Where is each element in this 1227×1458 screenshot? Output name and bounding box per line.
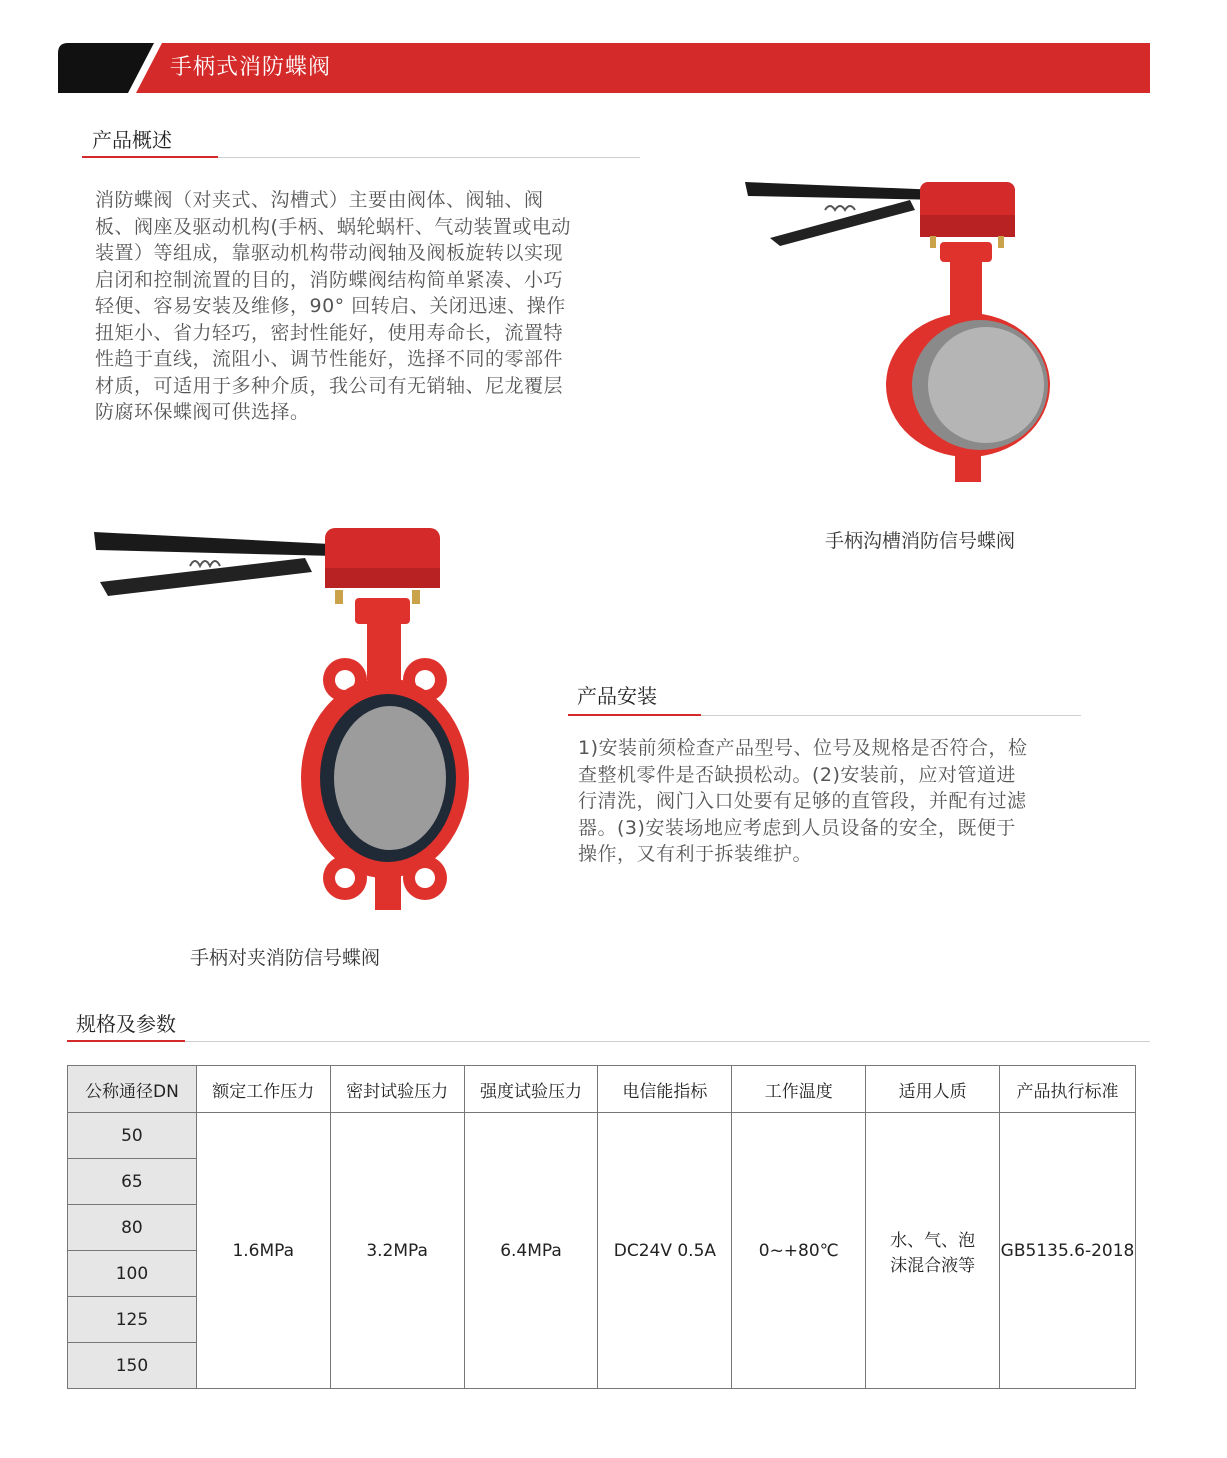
dn-cell: 100 [68,1251,197,1297]
dn-cell: 80 [68,1205,197,1251]
electrical-cell: DC24V 0.5A [598,1113,732,1389]
overview-line: 装置）等组成，靠驱动机构带动阀轴及阀板旋转以实现 [95,242,564,264]
installation-line: 查整机零件是否缺损松动。(2)安装前，应对管道进 [578,763,1016,786]
overview-line: 扭矩小、省力轻巧，密封性能好，使用寿命长，流置特 [95,321,564,344]
dn-cell: 50 [68,1113,197,1159]
wafer-valve-caption: 手柄对夹消防信号蝶阀 [190,947,381,969]
header-working-pressure: 额定工作压力 [196,1066,330,1113]
overview-heading: 产品概述 [92,128,172,152]
overview-line: 性趋于直线，流阻小、调节性能好，选择不同的零部件 [95,348,564,370]
table-header-row [68,1066,1136,1113]
dn-cell: 125 [68,1297,197,1343]
installation-line: 行清洗，阀门入口处要有足够的直管段，并配有过滤 [578,790,1027,812]
overview-line: 板、阀座及驱动机构(手柄、蜗轮蜗杆、气动装置或电动 [95,215,571,238]
header-dn: 公称通径DN [68,1066,197,1113]
header-seal-pressure: 密封试验压力 [330,1066,464,1113]
wafer-valve-image [90,520,480,915]
medium-cell [866,1113,1000,1389]
grooved-valve-image [740,170,1060,490]
installation-line: 器。(3)安装场地应考虑到人员设备的安全，既便于 [578,816,1016,839]
specs-rule [67,1041,1150,1042]
table-row [68,1113,1136,1159]
header-temperature: 工作温度 [732,1066,866,1113]
dn-cell: 150 [68,1343,197,1389]
strength-pressure-cell: 6.4MPa [464,1113,598,1389]
grooved-valve-caption: 手柄沟槽消防信号蝶阀 [825,530,1016,552]
installation-rule-accent [568,714,701,716]
medium-line: 沫混合液等 [890,1255,976,1276]
installation-line: 操作，又有利于拆装维护。 [578,843,813,865]
temperature-cell: 0~+80℃ [732,1113,866,1389]
dn-cell: 65 [68,1159,197,1205]
header-standard: 产品执行标准 [1000,1066,1136,1113]
overview-line: 防腐环保蝶阀可供选择。 [95,401,310,423]
specs-rule-accent [67,1040,185,1042]
overview-line: 材质，可适用于多种介质，我公司有无销轴、尼龙覆层 [95,374,564,397]
overview-rule-accent [82,156,218,158]
spec-table [67,1065,1136,1389]
overview-line: 启闭和控制流置的目的，消防蝶阀结构简单紧凑、小巧 [95,268,564,291]
page-title: 手柄式消防蝶阀 [170,55,332,80]
overview-line: 轻便、容易安装及维修，90° 回转启、关闭迅速、操作 [95,295,566,317]
installation-text [578,735,1118,868]
medium-line: 水、气、泡 [890,1230,976,1251]
working-pressure-cell: 1.6MPa [196,1113,330,1389]
standard-cell: GB5135.6-2018 [1000,1113,1136,1389]
overview-text [95,187,655,426]
overview-line: 消防蝶阀（对夹式、沟槽式）主要由阀体、阀轴、阀 [95,189,544,211]
specs-heading: 规格及参数 [76,1012,176,1036]
header-electrical: 电信能指标 [598,1066,732,1113]
installation-heading: 产品安装 [577,684,657,708]
header-strength-pressure: 强度试验压力 [464,1066,598,1113]
header-medium: 适用人质 [866,1066,1000,1113]
seal-pressure-cell: 3.2MPa [330,1113,464,1389]
installation-line: 1)安装前须检查产品型号、位号及规格是否符合，检 [578,737,1028,759]
title-banner [58,43,1150,93]
